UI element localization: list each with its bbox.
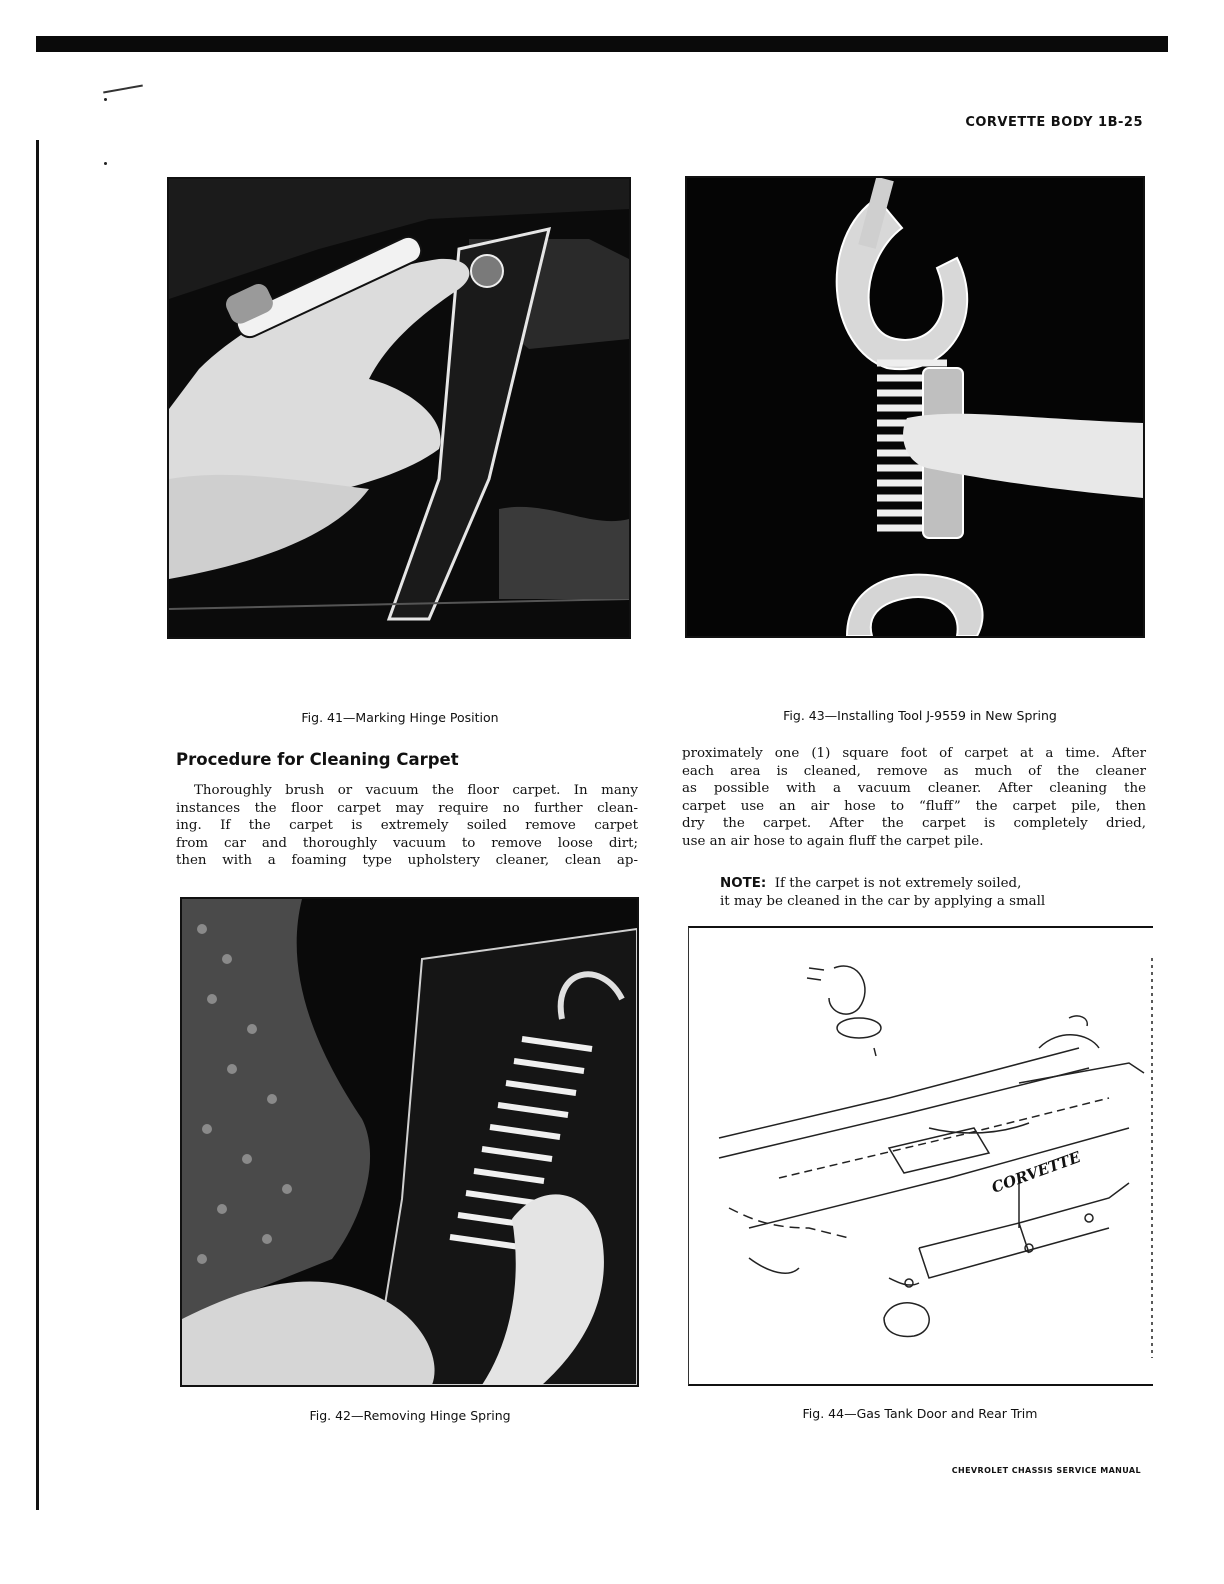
- fig43-caption: Fig. 43—Installing Tool J-9559 in New Spring: [783, 708, 1057, 723]
- left-margin-rule: [36, 140, 39, 1510]
- scan-mark: [103, 85, 143, 94]
- fig42-caption: Fig. 42—Removing Hinge Spring: [309, 1408, 511, 1423]
- top-bar: [36, 36, 1168, 52]
- note-line-1: If the carpet is not extremely soiled,: [774, 876, 1022, 891]
- section-heading: Procedure for Cleaning Carpet: [176, 750, 459, 769]
- page-footer: CHEVROLET CHASSIS SERVICE MANUAL: [951, 1466, 1141, 1475]
- left-paragraph-line: from car and thoroughly vacuum to remove loose dirt;: [176, 835, 638, 851]
- fig41-photo: [167, 177, 631, 639]
- fig41-image: [169, 179, 629, 637]
- fig42-photo: [180, 897, 639, 1387]
- right-paragraph-line: carpet use an air hose to “fluff” the carpet pile, then: [682, 798, 1146, 814]
- left-paragraph-line: ing. If the carpet is extremely soiled remove carpet: [176, 818, 638, 833]
- fig44-caption: Fig. 44—Gas Tank Door and Rear Trim: [802, 1406, 1038, 1421]
- corvette-script-text: CORVETTE: [989, 1147, 1083, 1197]
- scan-dot: [104, 162, 107, 165]
- right-paragraph-line: each area is cleaned, remove as much of the cleaner: [682, 763, 1146, 779]
- right-paragraph-line: use an air hose to again fluff the carpet pile.: [682, 833, 984, 849]
- fig43-photo: [685, 176, 1145, 638]
- right-paragraph-line: as possible with a vacuum cleaner. After cleaning the: [682, 781, 1146, 796]
- fig42-image: [182, 899, 637, 1385]
- left-paragraph-line: instances the floor carpet may require no further clean-: [176, 800, 638, 816]
- note-line-2: it may be cleaned in the car by applying a small: [720, 893, 1046, 909]
- scan-dot: [104, 98, 107, 101]
- fig41-caption: Fig. 41—Marking Hinge Position: [301, 710, 499, 725]
- fig44-illustration: [688, 926, 1153, 1386]
- left-paragraph-line: Thoroughly brush or vacuum the floor carpet. In many: [194, 783, 638, 798]
- fig44-drawing: [689, 928, 1153, 1384]
- left-paragraph-line: then with a foaming type upholstery cleaner, clean ap-: [176, 853, 638, 868]
- note-label: NOTE:: [720, 876, 767, 891]
- note-paragraph: [720, 875, 1145, 910]
- page-header: CORVETTE BODY 1B-25: [965, 115, 1143, 130]
- right-paragraph-line: proximately one (1) square foot of carpet at a time. After: [682, 746, 1146, 761]
- fig43-image: [687, 178, 1143, 636]
- right-paragraph-line: dry the carpet. After the carpet is completely dried,: [682, 816, 1146, 831]
